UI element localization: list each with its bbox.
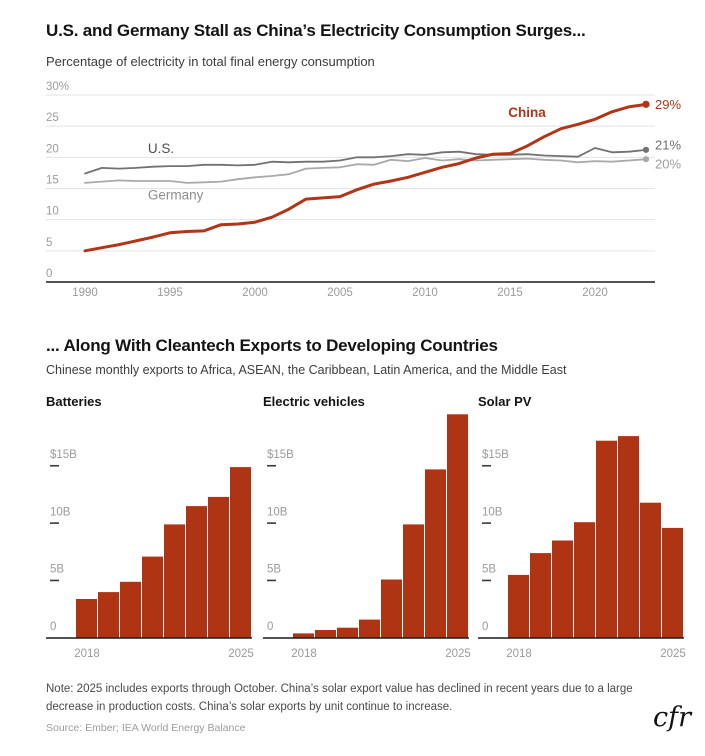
series-end-label-germany: 20%	[655, 156, 682, 172]
bar-2023	[186, 506, 207, 638]
y-tick-label: $15B	[50, 448, 77, 461]
bar-2020	[552, 541, 573, 639]
y-tick-mark	[267, 522, 276, 524]
bar-2025	[662, 528, 683, 638]
bar-2020	[120, 582, 141, 638]
chart-subtitle: Percentage of electricity in total final energy consumption	[46, 54, 375, 69]
electric-vehicles-bar-chart	[263, 410, 476, 665]
y-tick-label: $15B	[482, 448, 509, 461]
x-tick-label-first: 2018	[506, 648, 532, 660]
bar-2021	[142, 557, 163, 638]
y-tick-mark	[482, 522, 491, 524]
bar-2022	[596, 441, 617, 638]
y-tick-mark	[482, 580, 491, 582]
section-subtitle: Chinese monthly exports to Africa, ASEAN, the Caribbean, Latin America, and the Middle East	[46, 363, 567, 377]
bar-2021	[574, 522, 595, 638]
bar-2025	[230, 467, 251, 638]
x-tick-label: 2015	[497, 287, 523, 299]
note-line-2: decrease in production costs. China’s solar exports by unit continue to increase.	[46, 700, 453, 713]
y-tick-mark	[50, 465, 59, 467]
y-tick-label: 5B	[267, 563, 282, 576]
bar-2020	[337, 628, 358, 638]
y-tick-label: 10B	[50, 506, 71, 519]
y-tick-label: 25	[46, 112, 59, 125]
series-line-germany	[85, 158, 646, 183]
y-tick-label: 30%	[46, 81, 70, 94]
panel-title-batteries: Batteries	[46, 394, 102, 409]
series-end-dot-china	[642, 101, 649, 108]
batteries-bar-chart	[46, 410, 259, 665]
series-end-label-us: 21%	[655, 137, 682, 153]
y-tick-label: 5B	[50, 563, 65, 576]
series-label-china: China	[508, 104, 546, 120]
x-tick-label-last: 2025	[445, 648, 471, 660]
bar-2019	[530, 553, 551, 638]
series-end-dot-us	[643, 147, 649, 153]
y-tick-label: $15B	[267, 448, 294, 461]
y-tick-label: 0	[482, 621, 489, 633]
bar-2024	[425, 469, 446, 638]
series-label-germany: Germany	[147, 187, 204, 203]
y-tick-mark	[50, 580, 59, 582]
y-tick-mark	[482, 465, 491, 467]
y-tick-label: 15	[46, 174, 59, 187]
bar-2022	[381, 580, 402, 639]
y-tick-label: 10B	[482, 506, 503, 519]
bar-2023	[403, 524, 424, 638]
y-tick-label: 5B	[482, 563, 497, 576]
note-text	[46, 681, 633, 717]
x-tick-label: 2000	[242, 287, 268, 299]
bar-2019	[98, 592, 119, 638]
y-tick-label: 5	[46, 236, 53, 249]
bar-2024	[208, 497, 229, 638]
solar-pv-bar-chart	[478, 410, 691, 665]
cfr-logo: cfr	[653, 702, 692, 733]
bar-2019	[315, 630, 336, 638]
x-tick-label-last: 2025	[228, 648, 254, 660]
x-tick-label: 1995	[157, 287, 183, 299]
x-tick-label-first: 2018	[74, 648, 100, 660]
bar-2018	[76, 599, 97, 638]
panel-title-electric-vehicles: Electric vehicles	[263, 394, 365, 409]
y-tick-label: 10	[46, 205, 59, 218]
section-title: ... Along With Cleantech Exports to Developing Countries	[46, 336, 498, 355]
y-tick-mark	[267, 465, 276, 467]
page-title: U.S. and Germany Stall as China’s Electricity Consumption Surges...	[46, 21, 586, 40]
y-tick-label: 0	[267, 621, 274, 633]
source-text: Source: Ember; IEA World Energy Balance	[46, 722, 246, 734]
series-end-dot-germany	[643, 156, 649, 162]
y-tick-mark	[267, 580, 276, 582]
y-tick-label: 0	[46, 268, 53, 280]
x-tick-label: 2010	[412, 287, 438, 299]
bar-2021	[359, 620, 380, 638]
x-tick-label-last: 2025	[660, 648, 686, 660]
bar-2022	[164, 524, 185, 638]
y-tick-mark	[50, 522, 59, 524]
bar-2025	[447, 414, 468, 638]
bar-2018	[508, 575, 529, 638]
x-tick-label: 2005	[327, 287, 353, 299]
bar-2023	[618, 436, 639, 638]
x-tick-label-first: 2018	[291, 648, 317, 660]
series-label-us: U.S.	[147, 140, 175, 156]
x-tick-label: 2020	[582, 287, 608, 299]
series-end-label-china: 29%	[655, 96, 682, 112]
y-tick-label: 0	[50, 621, 57, 633]
y-tick-label: 10B	[267, 506, 288, 519]
bar-2024	[640, 503, 661, 638]
y-tick-label: 20	[46, 143, 59, 156]
panel-title-solar-pv: Solar PV	[478, 394, 532, 409]
note-line-1: Note: 2025 includes exports through October. China’s solar export value has declined in recent years due to a large	[46, 683, 633, 695]
x-tick-label: 1990	[72, 287, 98, 299]
electricity-share-line-chart	[0, 80, 705, 310]
